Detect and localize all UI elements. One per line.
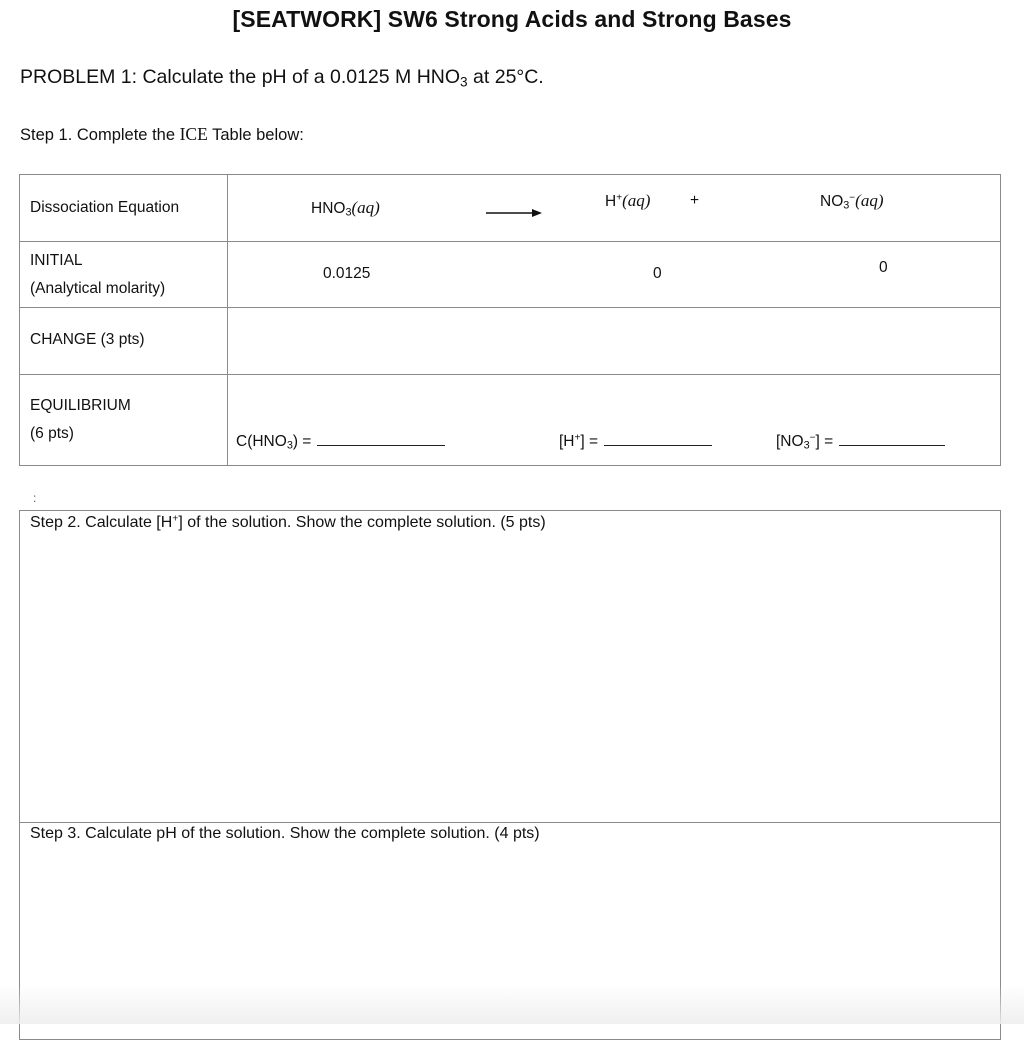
- answer-blank-h[interactable]: [604, 431, 712, 446]
- row-divider: [20, 241, 1000, 242]
- eq-h-charge: +: [574, 432, 581, 444]
- worksheet-title: [SEATWORK] SW6 Strong Acids and Strong Bases: [232, 6, 792, 32]
- step2-text: Step 2. Calculate [H: [30, 514, 173, 531]
- solution-work-box: [19, 510, 1001, 1040]
- eq-no3-subscript: 3: [803, 439, 810, 452]
- row-label-initial-sub: (Analytical molarity): [30, 280, 166, 297]
- equation-product-h: [605, 187, 650, 216]
- product-h-charge: +: [616, 192, 623, 204]
- initial-reactant-value: 0.0125: [323, 265, 371, 282]
- eq-no3-charge: −: [809, 432, 816, 444]
- step2-charge: +: [172, 513, 179, 525]
- equation-plus: +: [690, 192, 700, 209]
- answer-blank-no3[interactable]: [839, 431, 945, 446]
- step1-text: Step 1. Complete the: [20, 126, 180, 144]
- initial-no3-value: 0: [879, 259, 888, 276]
- reactant-formula: HNO: [311, 200, 346, 217]
- eq-h-label: [H: [559, 433, 575, 450]
- eq-h-equals: ] =: [580, 433, 599, 450]
- reactant-subscript: 3: [345, 206, 352, 219]
- row-label-change: CHANGE (3 pts): [30, 331, 145, 348]
- initial-h-value: 0: [653, 265, 662, 282]
- eq-reactant-equals: ) =: [292, 433, 312, 450]
- problem-statement: [20, 66, 544, 89]
- row-divider: [20, 307, 1000, 308]
- step2-instruction: [30, 514, 546, 532]
- product-h-formula: H: [605, 193, 617, 210]
- step1-text-end: Table below:: [207, 126, 304, 144]
- problem-subscript: 3: [460, 74, 468, 90]
- product-no3-formula: NO: [820, 193, 844, 210]
- eq-reactant-label: C(HNO: [236, 433, 287, 450]
- row-label-dissociation: Dissociation Equation: [30, 199, 180, 216]
- problem-text: PROBLEM 1: Calculate the pH of a 0.0125 M HNO: [20, 66, 461, 88]
- product-no3-charge: −: [849, 192, 856, 204]
- reaction-arrow-icon: [486, 207, 542, 219]
- eq-no3-equals: ] =: [815, 433, 834, 450]
- step2-text-end: ] of the solution. Show the complete solution. (5 pts): [178, 514, 546, 531]
- product-no3-phase: (aq): [855, 191, 884, 210]
- equilibrium-h-field[interactable]: [559, 428, 712, 456]
- problem-text-end: at 25°C.: [467, 66, 544, 88]
- step1-instruction: [20, 124, 304, 145]
- equation-reactant: [311, 194, 380, 223]
- eq-no3-label: [NO: [776, 433, 804, 450]
- step-divider: [20, 822, 1000, 823]
- column-divider: [227, 175, 228, 465]
- product-no3-subscript: 3: [843, 199, 850, 212]
- equilibrium-no3-field[interactable]: [776, 428, 945, 456]
- page-edge-shadow: [0, 984, 1024, 1024]
- eq-reactant-subscript: 3: [286, 439, 293, 452]
- reactant-phase: (aq): [351, 198, 380, 217]
- product-h-phase: (aq): [622, 191, 651, 210]
- equation-product-no3: [820, 187, 884, 216]
- row-divider: [20, 374, 1000, 375]
- row-label-equilibrium: EQUILIBRIUM: [30, 397, 131, 414]
- step1-ice-word: ICE: [179, 124, 208, 144]
- row-label-initial: INITIAL: [30, 252, 83, 269]
- step3-instruction: Step 3. Calculate pH of the solution. Show the complete solution. (4 pts): [30, 825, 540, 842]
- stray-colon-mark: :: [33, 491, 37, 505]
- answer-blank-reactant[interactable]: [317, 431, 445, 446]
- ice-table: [19, 174, 1001, 466]
- row-label-equilibrium-pts: (6 pts): [30, 425, 74, 442]
- equilibrium-reactant-field[interactable]: [236, 428, 445, 456]
